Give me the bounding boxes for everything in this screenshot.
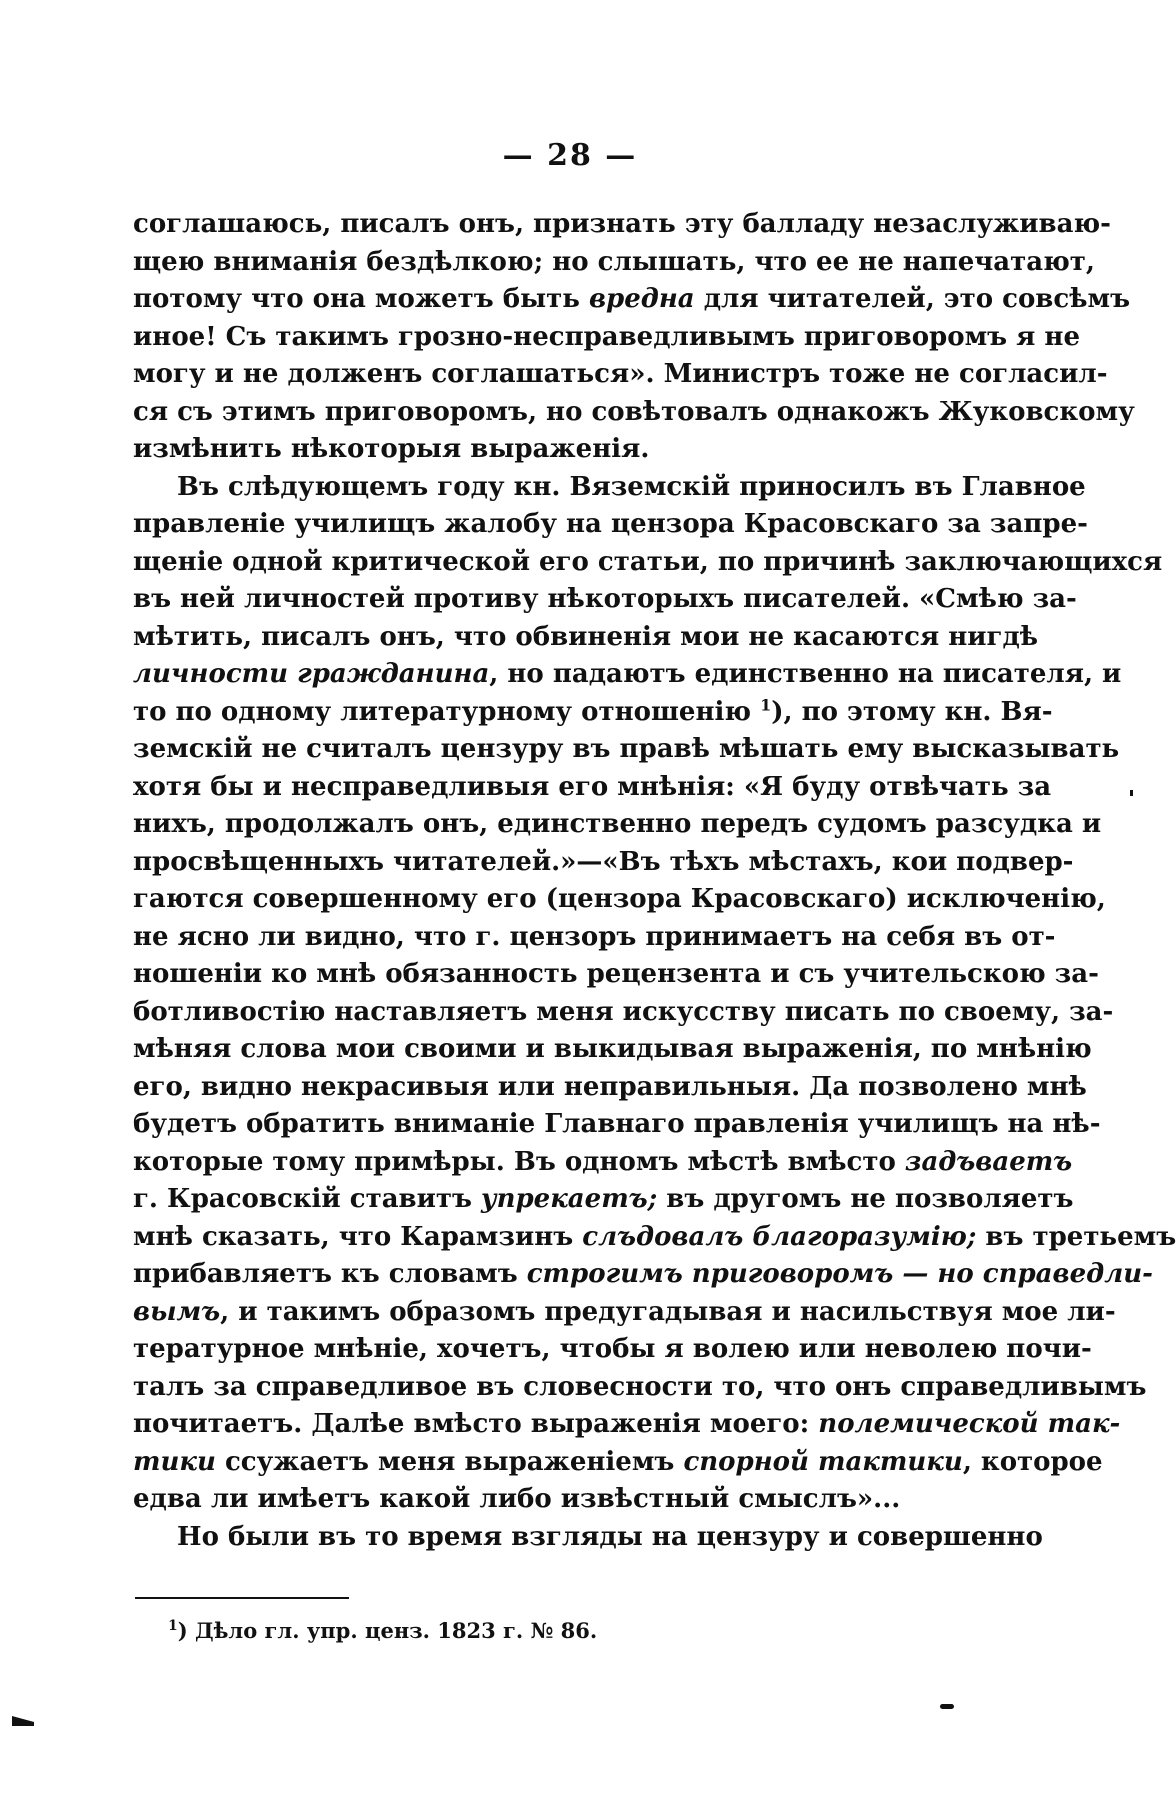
text-line: [133, 844, 1074, 882]
text-segment: Въ слѣдующемъ году кн. Вяземскій приносилъ въ Главное: [177, 471, 1086, 502]
text-segment: г. Красовскій ставитъ: [133, 1184, 482, 1214]
text-segment: въ ней личностей противу нѣкоторыхъ писателей. «Смѣю за-: [133, 584, 1077, 614]
text-segment: , но падаютъ единственно на писателя, и: [489, 659, 1122, 689]
text-segment: , которое: [962, 1446, 1103, 1477]
text-segment: могу и не долженъ соглашаться». Министръ тоже не согласил-: [133, 359, 1108, 389]
text-line: [133, 994, 1114, 1032]
text-segment: ), по этому кн. Вя-: [771, 696, 1053, 727]
text-segment: почитаетъ. Далѣе вмѣсто выраженія моего:: [133, 1409, 819, 1439]
text-line: [133, 244, 1095, 282]
text-segment: ношеніи ко мнѣ обязанность рецензента и съ учительскою за-: [133, 959, 1099, 989]
italic-segment: тики: [133, 1446, 216, 1477]
text-segment: въ другомъ не позволяетъ: [657, 1184, 1074, 1214]
text-segment: измѣнить нѣкоторыя выраженія.: [133, 434, 650, 464]
text-line: [133, 1294, 1116, 1332]
text-line: [133, 544, 1163, 582]
text-segment: нихъ, продолжалъ онъ, единственно передъ судомъ разсудка и: [133, 809, 1102, 839]
italic-segment: вредна: [588, 284, 695, 314]
text-segment: земскій не считалъ цензуру въ правѣ мѣшать ему высказывать: [133, 734, 1120, 764]
text-line: [133, 1331, 1092, 1369]
text-line: [133, 206, 1111, 244]
italic-segment: вымъ: [133, 1296, 221, 1327]
text-line: [133, 1219, 1176, 1257]
text-line: [133, 1031, 1092, 1069]
text-line: [133, 319, 1080, 357]
scan-mark-edge: [1130, 790, 1133, 796]
italic-segment: строгимъ приговоромъ — но справедли-: [526, 1259, 1153, 1289]
text-segment: не ясно ли видно, что г. цензоръ принимаетъ на себя въ от-: [133, 921, 1056, 952]
italic-segment: полемической так-: [818, 1409, 1121, 1439]
footnote: [168, 1618, 597, 1643]
text-segment: ся съ этимъ приговоромъ, но совѣтовалъ однакожъ Жуковскому: [133, 396, 1135, 427]
text-segment: мѣняя слова мои своими и выкидывая выраженія, по мнѣнію: [133, 1034, 1092, 1064]
text-segment: прибавляетъ къ словамъ: [133, 1259, 527, 1289]
text-line: [133, 769, 1052, 807]
text-segment: просвѣщенныхъ читателей.»—«Въ тѣхъ мѣстахъ, кои подвер-: [133, 846, 1074, 877]
text-line: [133, 881, 1106, 919]
footnote-reference: 1: [760, 694, 772, 714]
text-line: [133, 1369, 1147, 1407]
text-line: [133, 469, 1086, 507]
text-segment: правленіе училищъ жалобу на цензора Красовскаго за запре-: [133, 509, 1088, 539]
text-segment: которые тому примѣры. Въ одномъ мѣстѣ вмѣсто: [133, 1146, 905, 1177]
text-segment: мнѣ сказать, что Карамзинъ: [133, 1221, 583, 1252]
text-segment: потому что она можетъ быть: [133, 284, 589, 314]
text-line: [133, 1106, 1101, 1144]
text-segment: ботливостію наставляетъ меня искусству писать по своему, за-: [133, 996, 1114, 1027]
text-line: [133, 694, 1053, 732]
text-line: [133, 806, 1102, 844]
text-line: [133, 656, 1122, 694]
text-line: [133, 356, 1108, 394]
italic-segment: слъдовалъ благоразумію;: [582, 1221, 977, 1252]
text-line: [133, 581, 1077, 619]
text-line: [133, 431, 981, 469]
text-line: [133, 1069, 1087, 1107]
footnote-divider: [135, 1597, 349, 1599]
footnote-text: ) Дѣло гл. упр. ценз. 1823 г. № 86.: [177, 1618, 598, 1643]
text-segment: его, видно некрасивыя или неправильныя. Да позволено мнѣ: [133, 1071, 1087, 1102]
text-line: [133, 1256, 1153, 1294]
text-segment: ссужаетъ меня выраженіемъ: [215, 1446, 684, 1477]
text-line: [133, 281, 1131, 319]
text-segment: будетъ обратить вниманіе Главнаго правленія училищъ на нѣ-: [133, 1109, 1101, 1139]
text-line: [133, 731, 1120, 769]
scan-mark-right: [940, 1704, 954, 1709]
italic-segment: спорной тактики: [683, 1446, 963, 1477]
text-line: [133, 1406, 1121, 1444]
text-segment: соглашаюсь, писалъ онъ, признать эту балладу незаслуживаю-: [133, 209, 1111, 239]
text-line: [133, 394, 1135, 432]
text-segment: талъ за справедливое въ словесности то, что онъ справедливымъ: [133, 1371, 1147, 1402]
text-segment: мѣтить, писалъ онъ, что обвиненія мои не касаются нигдѣ: [133, 621, 1039, 652]
text-segment: для читателей, это совсѣмъ: [694, 284, 1131, 314]
scan-mark-left: [12, 1716, 34, 1726]
text-segment: едва ли имѣетъ какой либо извѣстный смыслъ»...: [133, 1484, 901, 1514]
text-line: [133, 956, 1099, 994]
text-segment: щею вниманія бездѣлкою; но слышать, что ее не напечатают,: [133, 246, 1095, 277]
body-text: [133, 206, 1176, 1556]
text-segment: тературное мнѣніе, хочетъ, чтобы я волею или неволею почи-: [133, 1334, 1092, 1364]
text-line: [133, 919, 1056, 957]
text-segment: иное! Съ такимъ грозно-несправедливымъ приговоромъ я не: [133, 321, 1080, 352]
text-segment: хотя бы и несправедливыя его мнѣнія: «Я буду отвѣчать за: [133, 771, 1052, 802]
text-segment: гаются совершенному его (цензора Красовскаго) исключенію,: [133, 884, 1106, 914]
text-line: [133, 1444, 1103, 1482]
text-segment: , и такимъ образомъ предугадывая и насильствуя мое ли-: [220, 1296, 1116, 1327]
italic-segment: упрекаетъ;: [481, 1184, 658, 1214]
italic-segment: задъваетъ: [904, 1146, 1073, 1177]
text-segment: Но были въ то время взгляды на цензуру и совершенно: [177, 1521, 1043, 1552]
text-segment: то по одному литературному отношенію: [133, 696, 761, 727]
footnote-marker: 1: [168, 1618, 178, 1634]
text-line: [133, 1481, 981, 1519]
text-line: [133, 1181, 1074, 1219]
text-segment: въ третьемъ: [976, 1221, 1176, 1252]
text-segment: щеніе одной критической его статьи, по причинѣ заключающихся: [133, 546, 1163, 577]
text-line: [133, 506, 1088, 544]
text-line: [133, 619, 1039, 657]
text-line: [133, 1519, 1043, 1557]
page-number: — 28 —: [502, 138, 638, 173]
italic-segment: личности гражданина: [133, 659, 490, 689]
text-line: [133, 1144, 1073, 1182]
